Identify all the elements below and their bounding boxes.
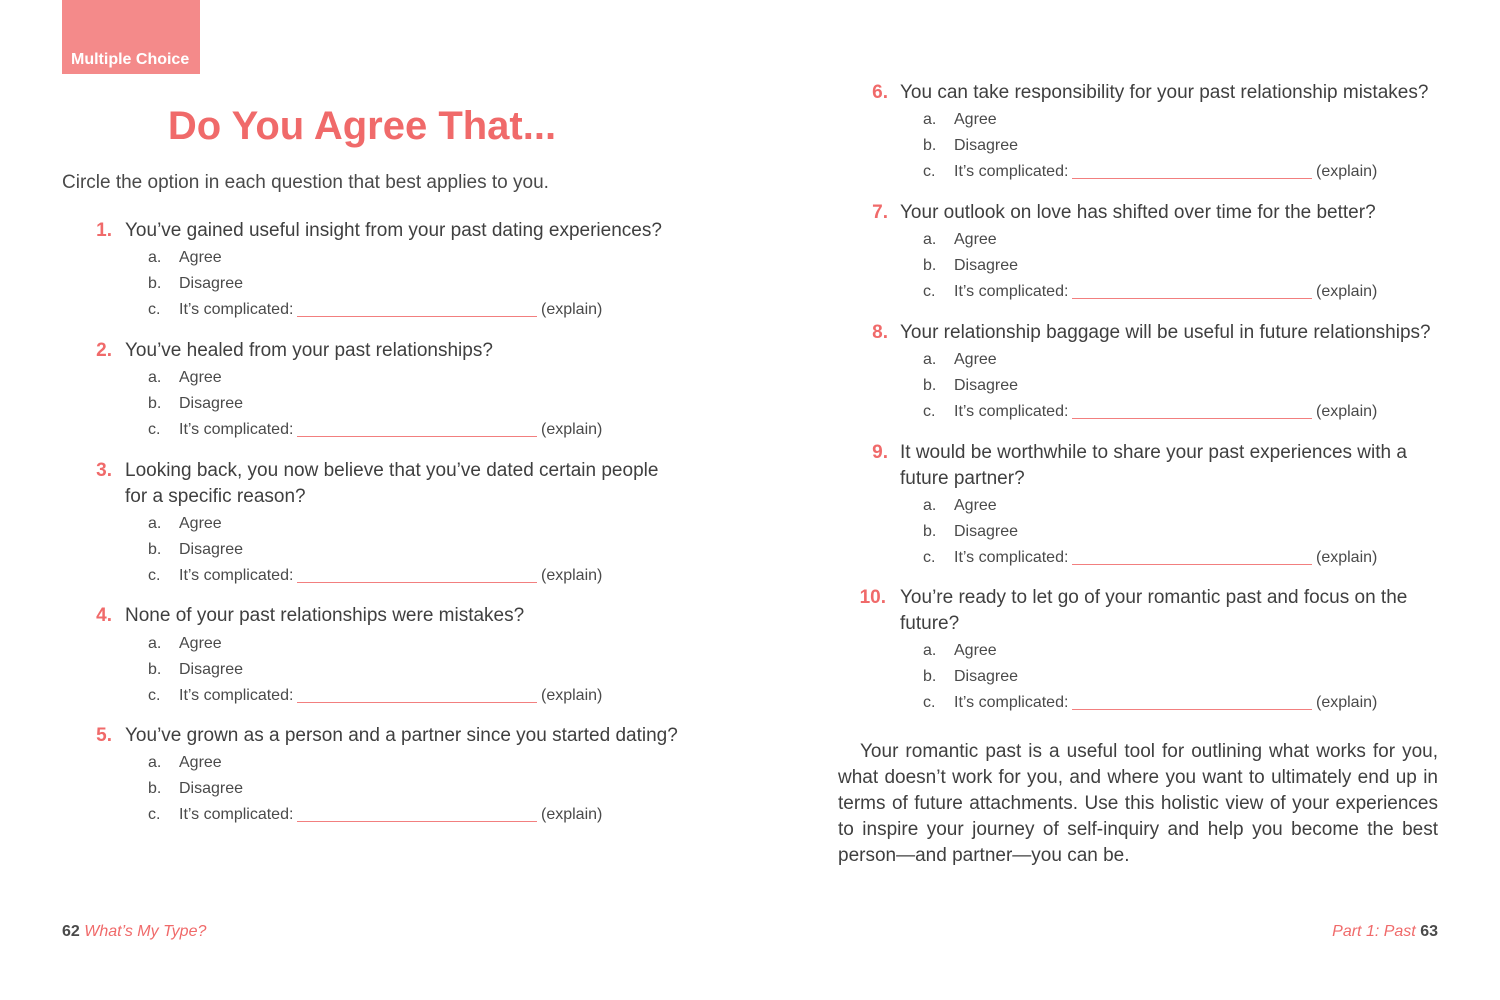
option-letter: a. xyxy=(148,635,162,652)
option-letter: a. xyxy=(923,111,937,128)
question-number: 5. xyxy=(96,725,112,746)
option-letter: c. xyxy=(148,301,161,318)
option-label: Disagree xyxy=(954,668,1019,685)
option-label: It’s complicated: xyxy=(179,567,294,584)
explain-label: (explain) xyxy=(541,301,603,318)
option-letter: a. xyxy=(148,515,162,532)
footer-right xyxy=(1332,920,1438,944)
explain-blank-line[interactable] xyxy=(297,316,537,317)
explain-label: (explain) xyxy=(1316,549,1378,566)
option-letter: b. xyxy=(148,395,162,412)
option-letter: a. xyxy=(923,231,937,248)
option-letter: c. xyxy=(148,687,161,704)
option-letter: c. xyxy=(923,694,936,711)
option-letter: a. xyxy=(148,754,162,771)
explain-label: (explain) xyxy=(1316,694,1378,711)
option-label: Disagree xyxy=(954,137,1019,154)
question-text: You’ve healed from your past relationships? xyxy=(125,340,493,361)
question-text: You’ve grown as a person and a partner since you started dating? xyxy=(125,725,678,746)
option-label: Agree xyxy=(179,369,222,386)
option-letter: a. xyxy=(923,642,937,659)
section-tag: Multiple Choice xyxy=(62,0,200,74)
option-letter: b. xyxy=(148,780,162,797)
page-number-left: 62 xyxy=(62,923,80,940)
option-label: Agree xyxy=(954,642,997,659)
explain-blank-line[interactable] xyxy=(297,702,537,703)
option-letter: b. xyxy=(923,523,937,540)
option-label: Agree xyxy=(954,231,997,248)
option-letter: c. xyxy=(923,163,936,180)
option-label: Agree xyxy=(954,111,997,128)
option-label: It’s complicated: xyxy=(954,283,1069,300)
option-label: It’s complicated: xyxy=(179,806,294,823)
option-label: Disagree xyxy=(954,523,1019,540)
question-number: 9. xyxy=(872,442,888,463)
question-number: 2. xyxy=(96,340,112,361)
question-text: You’re ready to let go of your romantic past and focus on the xyxy=(900,587,1408,608)
option-label: Disagree xyxy=(179,395,244,412)
option-letter: c. xyxy=(148,806,161,823)
page-title: Do You Agree That... xyxy=(167,104,557,148)
explain-blank-line[interactable] xyxy=(297,582,537,583)
book-title: What’s My Type? xyxy=(84,923,207,940)
explain-label: (explain) xyxy=(1316,283,1378,300)
option-label: Disagree xyxy=(179,541,244,558)
explain-label: (explain) xyxy=(541,567,603,584)
explain-blank-line[interactable] xyxy=(1072,178,1312,179)
explain-blank-line[interactable] xyxy=(297,436,537,437)
option-label: Disagree xyxy=(954,257,1019,274)
option-label: It’s complicated: xyxy=(954,163,1069,180)
question-number: 7. xyxy=(872,202,888,223)
question-number: 8. xyxy=(872,322,888,343)
option-label: It’s complicated: xyxy=(954,694,1069,711)
explain-blank-line[interactable] xyxy=(297,821,537,822)
option-letter: b. xyxy=(923,377,937,394)
option-label: It’s complicated: xyxy=(179,421,294,438)
option-letter: a. xyxy=(148,249,162,266)
option-letter: b. xyxy=(923,137,937,154)
page-number-right: 63 xyxy=(1420,923,1438,940)
option-label: Agree xyxy=(954,497,997,514)
option-letter: b. xyxy=(923,668,937,685)
question-text-continued: future partner? xyxy=(900,468,1025,489)
explain-blank-line[interactable] xyxy=(1072,564,1312,565)
option-letter: a. xyxy=(923,497,937,514)
option-letter: c. xyxy=(923,549,936,566)
question-text: You’ve gained useful insight from your past dating experiences? xyxy=(125,220,662,241)
question-text: Looking back, you now believe that you’ve dated certain people xyxy=(125,460,659,481)
option-letter: c. xyxy=(148,567,161,584)
option-letter: c. xyxy=(923,283,936,300)
closing-paragraph: Your romantic past is a useful tool for outlining what works for you, what doesn’t work for you, and where you want to ultimately end up in terms of future attachments. Use this holistic view of your experiences to inspire your journey of self-inquiry and help you become the best person—and partner—you can be. xyxy=(838,741,1438,866)
question-number: 10. xyxy=(859,587,886,608)
option-letter: c. xyxy=(148,421,161,438)
explain-label: (explain) xyxy=(1316,403,1378,420)
instructions: Circle the option in each question that best applies to you. xyxy=(62,172,549,193)
option-letter: a. xyxy=(923,351,937,368)
question-number: 4. xyxy=(96,605,112,626)
question-number: 1. xyxy=(96,220,112,241)
option-letter: c. xyxy=(923,403,936,420)
option-letter: b. xyxy=(923,257,937,274)
footer-left xyxy=(62,920,206,944)
explain-blank-line[interactable] xyxy=(1072,709,1312,710)
option-label: It’s complicated: xyxy=(179,687,294,704)
explain-label: (explain) xyxy=(1316,163,1378,180)
option-letter: b. xyxy=(148,275,162,292)
part-title: Part 1: Past xyxy=(1332,923,1416,940)
question-text: It would be worthwhile to share your past experiences with a xyxy=(900,442,1407,463)
option-label: Agree xyxy=(179,635,222,652)
option-letter: a. xyxy=(148,369,162,386)
explain-label: (explain) xyxy=(541,687,603,704)
explain-label: (explain) xyxy=(541,421,603,438)
question-number: 3. xyxy=(96,460,112,481)
option-letter: b. xyxy=(148,661,162,678)
option-label: Agree xyxy=(179,754,222,771)
explain-label: (explain) xyxy=(541,806,603,823)
explain-blank-line[interactable] xyxy=(1072,418,1312,419)
option-label: It’s complicated: xyxy=(954,403,1069,420)
question-text: Your relationship baggage will be useful in future relationships? xyxy=(900,322,1431,343)
option-label: Disagree xyxy=(179,780,244,797)
explain-blank-line[interactable] xyxy=(1072,298,1312,299)
option-label: Disagree xyxy=(954,377,1019,394)
option-label: Agree xyxy=(954,351,997,368)
question-text: Your outlook on love has shifted over time for the better? xyxy=(900,202,1376,223)
question-text-continued: future? xyxy=(900,613,960,634)
option-label: It’s complicated: xyxy=(954,549,1069,566)
option-letter: b. xyxy=(148,541,162,558)
option-label: Disagree xyxy=(179,275,244,292)
question-text: You can take responsibility for your past relationship mistakes? xyxy=(900,82,1429,103)
question-number: 6. xyxy=(872,82,888,103)
option-label: Agree xyxy=(179,515,222,532)
option-label: It’s complicated: xyxy=(179,301,294,318)
option-label: Disagree xyxy=(179,661,244,678)
option-label: Agree xyxy=(179,249,222,266)
question-text: None of your past relationships were mistakes? xyxy=(125,605,525,626)
question-text-continued: for a specific reason? xyxy=(125,486,306,507)
